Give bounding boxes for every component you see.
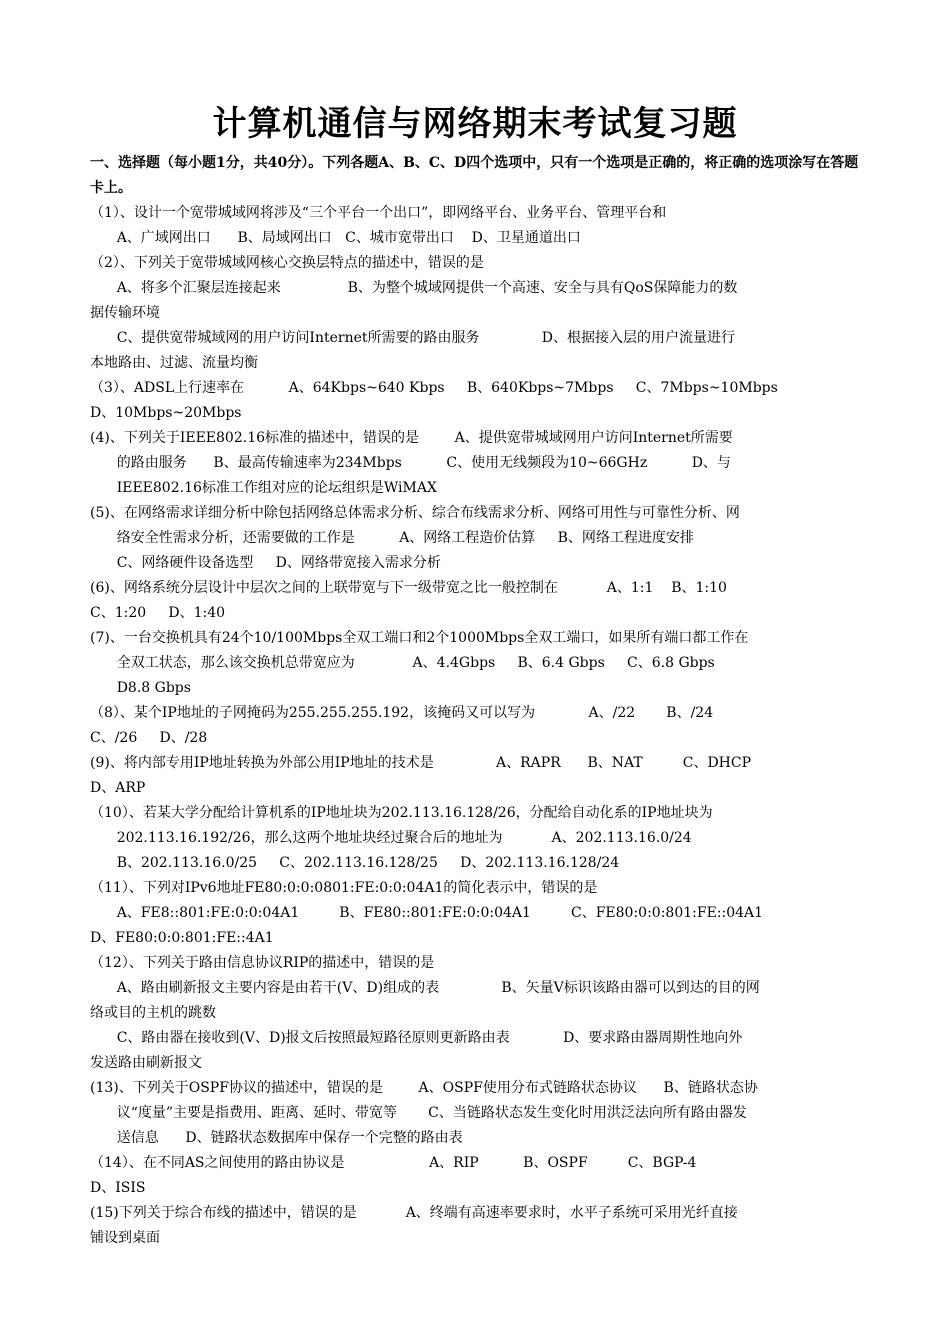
question-line: 送信息 D、链路状态数据库中保存一个完整的路由表 [90,1130,463,1146]
question-line: A、FE8::801:FE:0:0:04A1 B、FE80::801:FE:0:0:04A1 C、FE80:0:0:801:FE::04A1 [90,905,764,921]
question-line: （1）、设计一个宽带城域网将涉及“三个平台一个出口”，即网络平台、业务平台、管理平台和 [90,205,667,221]
question-line: D8.8 Gbps [90,680,191,696]
question-line: (6)、网络系统分层设计中层次之间的上联带宽与下一级带宽之比一般控制在 A、1:1 B、1:10 [90,580,727,596]
question-line: (4)、下列关于IEEE802.16标准的描述中，错误的是 A、提供宽带城域网用户访问Internet所需要 [90,430,733,446]
question-line: IEEE802.16标准工作组对应的论坛组织是WiMAX [90,480,437,496]
section-heading: 一、选择题（每小题1分，共40分）。下列各题A、B、C、D四个选项中，只有一个选项是正确的，将正确的选项涂写在答题卡上。 [90,155,859,196]
question-line: C、网络硬件设备选型 D、网络带宽接入需求分析 [90,555,441,571]
question-line: C、路由器在接收到(V、D)报文后按照最短路径原则更新路由表 D、要求路由器周期性地向外 [90,1030,743,1046]
question-line: (13)、下列关于OSPF协议的描述中，错误的是 A、OSPF使用分布式链路状态协议 B、链路状态协 [90,1080,758,1096]
question-line: 络或目的主机的跳数 [90,1005,216,1021]
question-line: D、ARP [90,780,146,796]
question-line: C、提供宽带城域网的用户访问Internet所需要的路由服务 D、根据接入层的用户流量进行 [90,330,736,346]
question-line: （11）、下列对IPv6地址FE80:0:0:0801:FE:0:0:04A1的简化表示中，错误的是 [90,880,598,896]
question-line: A、将多个汇聚层连接起来 B、为整个城域网提供一个高速、安全与具有QoS保障能力的数 [90,280,738,296]
question-line: (5)、在网络需求详细分析中除包括网络总体需求分析、综合布线需求分析、网络可用性与可靠性分析、网 [90,505,740,521]
document-title: 计算机通信与网络期末考试复习题 [212,104,738,144]
question-line: （8）、某个IP地址的子网掩码为255.255.255.192，该掩码又可以写为 A、/22 B、/24 [90,705,714,721]
question-line: (9)、将内部专用IP地址转换为外部公用IP地址的技术是 A、RAPR B、NAT C、DHCP [90,755,752,771]
question-line: 络安全性需求分析，还需要做的工作是 A、网络工程造价估算 B、网络工程进度安排 [90,530,694,546]
question-line: D、FE80:0:0:801:FE::4A1 [90,930,274,946]
question-line: 议“度量”主要是指费用、距离、延时、带宽等 C、当链路状态发生变化时用洪泛法向所有路由器发 [90,1105,747,1121]
question-line: （2）、下列关于宽带城域网核心交换层特点的描述中，错误的是 [90,255,484,271]
question-line: 202.113.16.192/26，那么这两个地址块经过聚合后的地址为 A、202.113.16.0/24 [90,830,692,846]
question-line: C、/26 D、/28 [90,730,208,746]
question-line: (7)、一台交换机具有24个10/100Mbps全双工端口和2个1000Mbps全双工端口，如果所有端口都工作在 [90,630,749,646]
question-line: （12）、下列关于路由信息协议RIP的描述中，错误的是 [90,955,435,971]
question-line: A、广域网出口 B、局域网出口 C、城市宽带出口 D、卫星通道出口 [90,230,581,246]
question-line: （14）、在不同AS之间使用的路由协议是 A、RIP B、OSPF C、BGP-4 [90,1155,697,1171]
question-line: D、10Mbps~20Mbps [90,405,242,421]
question-line: 全双工状态，那么该交换机总带宽应为 A、4.4Gbps B、6.4 Gbps C、6.8 Gbps [90,655,715,671]
document-page [90,98,860,1251]
question-line: A、路由刷新报文主要内容是由若干(V、D)组成的表 B、矢量V标识该路由器可以到达的目的网 [90,980,760,996]
question-line: (15)下列关于综合布线的描述中，错误的是 A、终端有高速率要求时，水平子系统可采用光纤直接 [90,1205,738,1221]
question-line: 铺设到桌面 [90,1230,160,1246]
question-line: 发送路由刷新报文 [90,1055,202,1071]
question-line: D、ISIS [90,1180,146,1196]
question-list [90,201,860,1251]
question-line: 的路由服务 B、最高传输速率为234Mbps C、使用无线频段为10~66GHz D、与 [90,455,731,471]
question-line: 据传输环境 [90,305,160,321]
question-line: C、1:20 D、1:40 [90,605,226,621]
question-line: （10）、若某大学分配给计算机系的IP地址块为202.113.16.128/26，分配给自动化系的IP地址块为 [90,805,713,821]
question-line: 本地路由、过滤、流量均衡 [90,355,258,371]
question-line: （3）、ADSL上行速率在 A、64Kbps~640 Kbps B、640Kbps~7Mbps C、7Mbps~10Mbps [90,380,778,396]
question-line: B、202.113.16.0/25 C、202.113.16.128/25 D、202.113.16.128/24 [90,855,620,871]
